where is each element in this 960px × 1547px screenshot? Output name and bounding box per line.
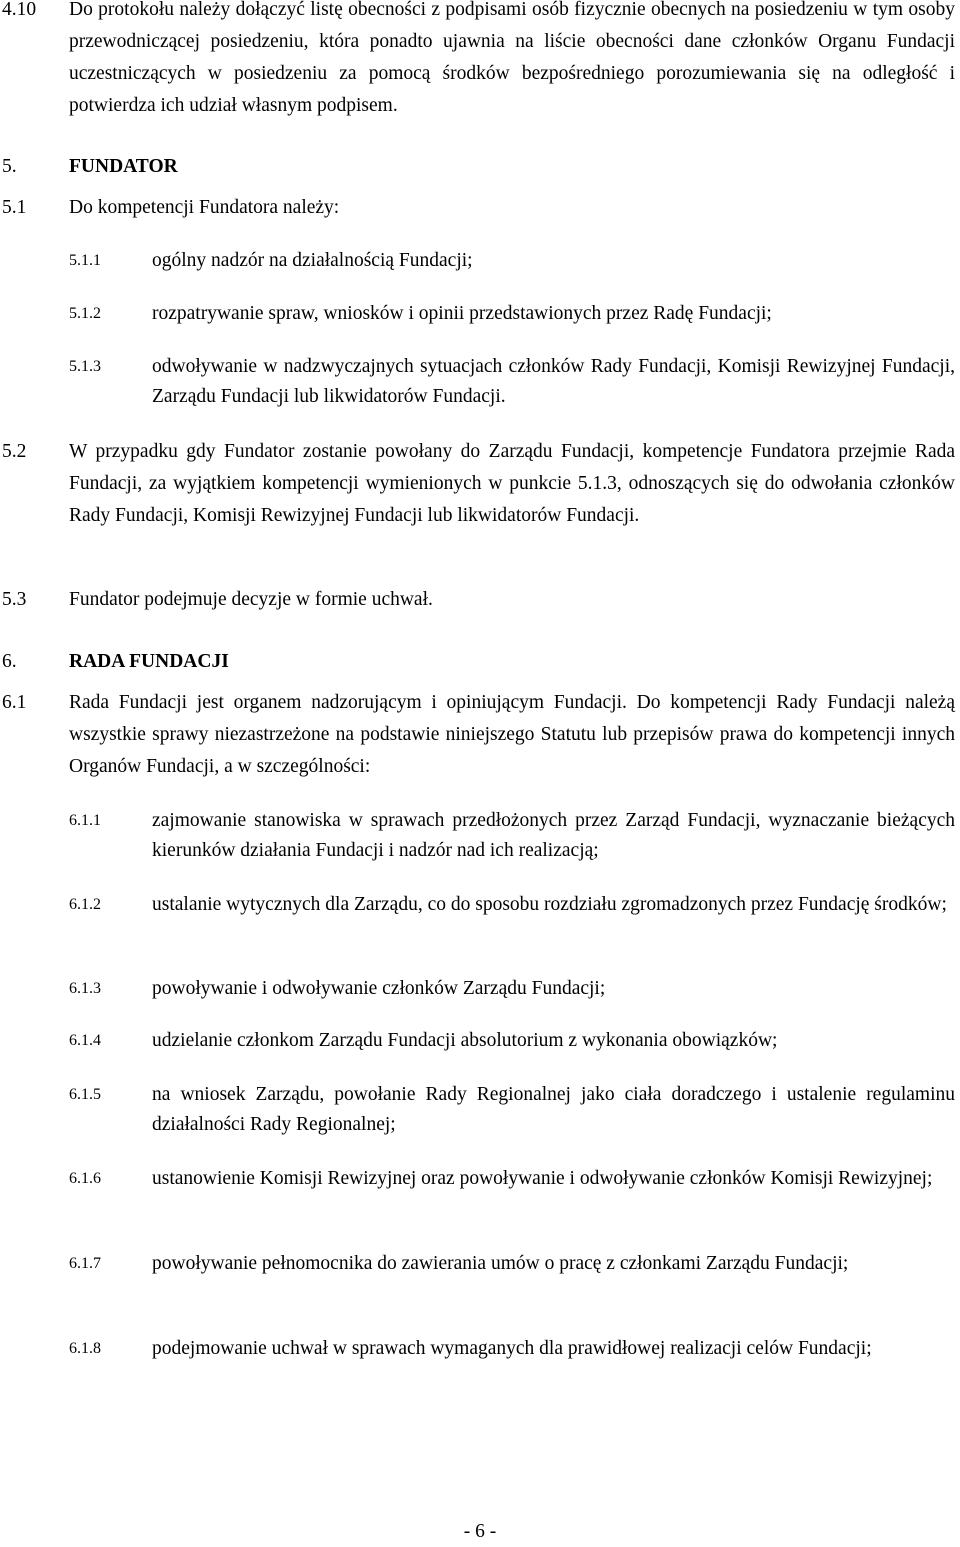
list-item-text: powoływanie pełnomocnika do zawierania umów o pracę z członkami Zarządu Fundacji; bbox=[152, 1253, 849, 1274]
list-item-text: podejmowanie uchwał w sprawach wymaganych dla prawidłowej realizacji celów Fundacji; bbox=[152, 1338, 872, 1359]
list-item-number: 6.1.4 bbox=[69, 1032, 101, 1049]
paragraph-text: W przypadku gdy Fundator zostanie powołany do Zarządu Fundacji, kompetencje Fundatora przejmie Rada Fundacji, za wyjątkiem kompetencji wymienionych w punkcie 5.1.3, odnoszących się do odwołania członków Rady Fundacji, Komisji Rewizyjnej Fundacji lub likwidatorów Fundacji. bbox=[69, 441, 955, 526]
paragraph-text: Rada Fundacji jest organem nadzorującym i opiniującym Fundacji. Do kompetencji Rady Fundacji należą wszystkie sprawy niezastrzeżone na podstawie niniejszego Statutu lub przepisów prawa do kompetencji innych Organów Fundacji, a w szczególności: bbox=[69, 692, 955, 777]
list-item-number: 6.1.1 bbox=[69, 812, 101, 829]
list-item-number: 6.1.2 bbox=[69, 896, 101, 913]
section-number: 6. bbox=[2, 651, 17, 672]
list-item-number: 5.1.3 bbox=[69, 358, 101, 375]
list-item-text: udzielanie członkom Zarządu Fundacji absolutorium z wykonania obowiązków; bbox=[152, 1030, 778, 1051]
list-item-6-1-7 bbox=[0, 1249, 955, 1279]
list-item-number: 6.1.3 bbox=[69, 980, 101, 997]
paragraph-4-10 bbox=[0, 0, 955, 122]
list-item-text: na wniosek Zarządu, powołanie Rady Regionalnej jako ciała doradczego i ustalenie regulaminu działalności Rady Regionalnej; bbox=[152, 1084, 955, 1135]
paragraph-number: 5.1 bbox=[2, 197, 27, 218]
list-item-number: 5.1.1 bbox=[69, 252, 101, 269]
page-number: - 6 - bbox=[463, 1521, 497, 1542]
list-item-text: ogólny nadzór na działalnością Fundacji; bbox=[152, 250, 473, 271]
list-item-6-1-5 bbox=[0, 1080, 955, 1140]
paragraph-text: Do kompetencji Fundatora należy: bbox=[69, 197, 340, 218]
list-item-5-1-3 bbox=[0, 352, 955, 412]
list-item-number: 6.1.7 bbox=[69, 1255, 101, 1272]
list-item-number: 6.1.6 bbox=[69, 1170, 101, 1187]
list-item-6-1-3 bbox=[0, 974, 955, 1004]
list-item-text: ustanowienie Komisji Rewizyjnej oraz powoływanie i odwoływanie członków Komisji Rewizyjnej; bbox=[152, 1168, 933, 1189]
list-item-6-1-1 bbox=[0, 806, 955, 866]
paragraph-number: 5.3 bbox=[2, 589, 27, 610]
paragraph-text: Do protokołu należy dołączyć listę obecności z podpisami osób fizycznie obecnych na posiedzeniu w tym osoby przewodniczącej posiedzeniu, która ponadto ujawnia na liście obecności dane członków Organu Fundacji uczestniczących w posiedzeniu za pomocą środków bezpośredniego porozumiewania się na odległość i potwierdza ich udział własnym podpisem. bbox=[69, 0, 955, 116]
list-item-6-1-2 bbox=[0, 890, 955, 920]
list-item-text: powoływanie i odwoływanie członków Zarządu Fundacji; bbox=[152, 978, 606, 999]
paragraph-6-1 bbox=[0, 687, 955, 783]
list-item-text: rozpatrywanie spraw, wniosków i opinii przedstawionych przez Radę Fundacji; bbox=[152, 303, 772, 324]
section-title: RADA FUNDACJI bbox=[69, 651, 229, 672]
section-number: 5. bbox=[2, 156, 17, 177]
paragraph-text: Fundator podejmuje decyzje w formie uchwał. bbox=[69, 589, 433, 610]
section-heading-5 bbox=[0, 151, 955, 183]
list-item-text: zajmowanie stanowiska w sprawach przedłożonych przez Zarząd Fundacji, wyznaczanie bieżących kierunków działania Fundacji i nadzór nad ich realizacją; bbox=[152, 810, 955, 861]
list-item-text: ustalanie wytycznych dla Zarządu, co do sposobu rozdziału zgromadzonych przez Fundację środków; bbox=[152, 894, 947, 915]
list-item-6-1-6 bbox=[0, 1164, 955, 1194]
paragraph-number: 4.10 bbox=[2, 0, 37, 20]
paragraph-5-3 bbox=[0, 584, 955, 616]
paragraph-5-1 bbox=[0, 192, 955, 224]
paragraph-5-2 bbox=[0, 436, 955, 532]
section-title: FUNDATOR bbox=[69, 156, 178, 177]
list-item-6-1-4 bbox=[0, 1026, 955, 1056]
list-item-number: 6.1.8 bbox=[69, 1340, 101, 1357]
list-item-number: 5.1.2 bbox=[69, 305, 101, 322]
list-item-5-1-2 bbox=[0, 299, 955, 329]
list-item-5-1-1 bbox=[0, 246, 955, 276]
paragraph-number: 6.1 bbox=[2, 692, 27, 713]
section-heading-6 bbox=[0, 646, 955, 678]
list-item-6-1-8 bbox=[0, 1334, 955, 1364]
paragraph-number: 5.2 bbox=[2, 441, 27, 462]
list-item-number: 6.1.5 bbox=[69, 1086, 101, 1103]
list-item-text: odwoływanie w nadzwyczajnych sytuacjach członków Rady Fundacji, Komisji Rewizyjnej Fundacji, Zarządu Fundacji lub likwidatorów Fundacji. bbox=[152, 356, 955, 407]
